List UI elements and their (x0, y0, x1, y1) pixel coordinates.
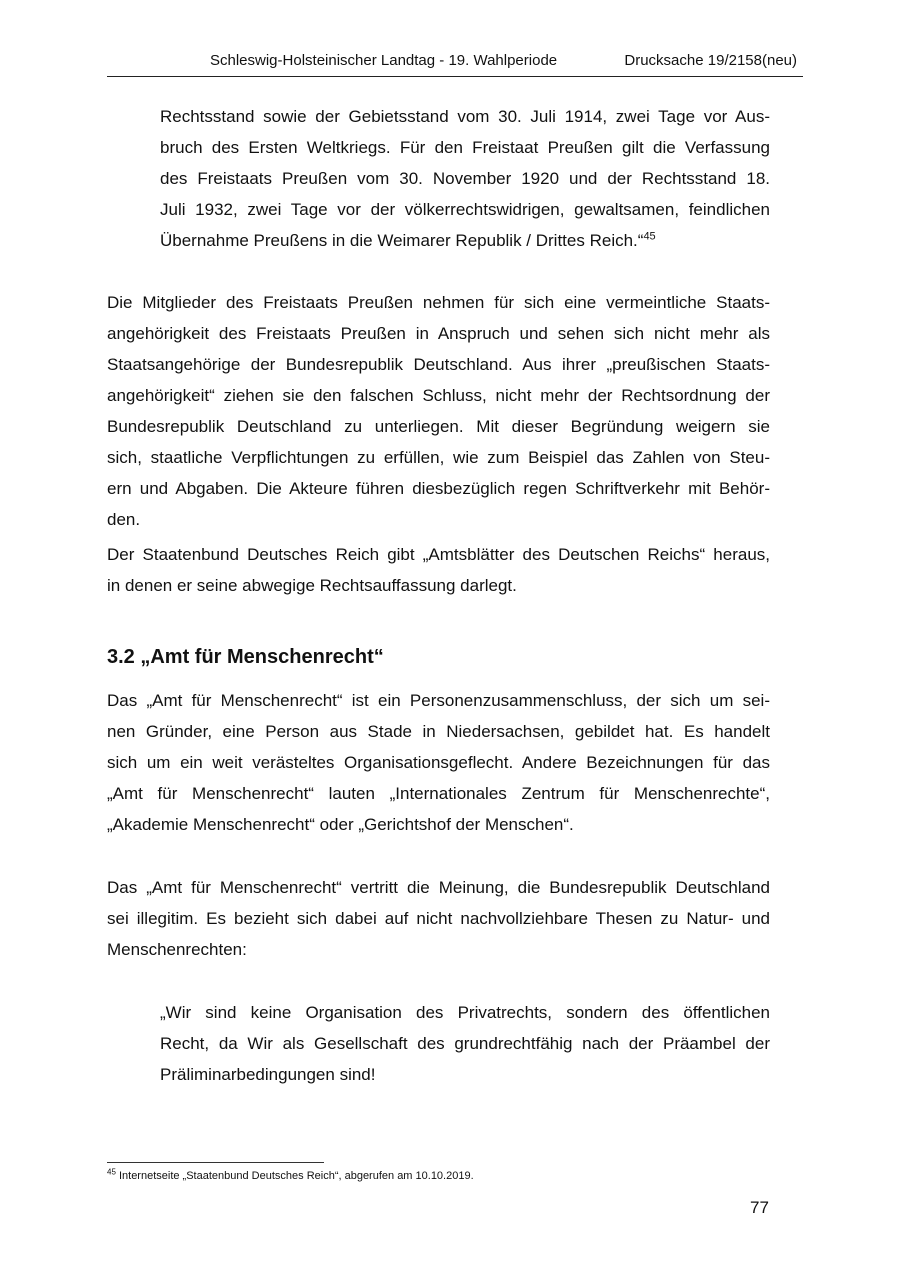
text-line: sei illegitim. Es bezieht sich dabei auf nicht nachvollziehbare Thesen zu Natur- und (107, 909, 770, 928)
page-number: 77 (750, 1198, 769, 1217)
paragraph-freistaat-preussen (107, 287, 770, 535)
footnote (107, 1167, 474, 1182)
text-line: bruch des Ersten Weltkriegs. Für den Freistaat Preußen gilt die Verfassung (160, 138, 770, 157)
text-line: Juli 1932, zwei Tage vor der völkerrechtswidrigen, gewaltsamen, feindlichen (160, 200, 770, 219)
text-line: „Wir sind keine Organisation des Privatrechts, sondern des öffentlichen (160, 1003, 770, 1022)
text-line: Das „Amt für Menschenrecht“ ist ein Personenzusammenschluss, der sich um sei- (107, 691, 770, 710)
text-line: nen Gründer, eine Person aus Stade in Niedersachsen, gebildet hat. Es handelt (107, 722, 770, 741)
text-line: Recht, da Wir als Gesellschaft des grundrechtfähig nach der Präambel der (160, 1034, 770, 1053)
text-line: „Akademie Menschenrecht“ oder „Gerichtshof der Menschen“. (107, 815, 574, 834)
block-quote-2 (160, 997, 770, 1090)
paragraph-amt-intro (107, 685, 770, 840)
block-quote-1 (160, 101, 770, 256)
section-heading: 3.2 „Amt für Menschenrecht“ (107, 646, 384, 668)
text-line: Menschenrechten: (107, 940, 247, 959)
text-line: Das „Amt für Menschenrecht“ vertritt die Meinung, die Bundesrepublik Deutschland (107, 878, 770, 897)
footnote-text: Internetseite „Staatenbund Deutsches Reich“, abgerufen am 10.10.2019. (115, 1170, 474, 1182)
text-line: Rechtsstand sowie der Gebietsstand vom 30. Juli 1914, zwei Tage vor Aus- (160, 107, 770, 126)
text-line: angehörigkeit“ ziehen sie den falschen Schluss, nicht mehr der Rechtsordnung der (107, 386, 770, 405)
text-line (160, 225, 770, 256)
paragraph-amt-meinung (107, 872, 770, 965)
text-line: Der Staatenbund Deutsches Reich gibt „Amtsblätter des Deutschen Reichs“ heraus, (107, 545, 770, 564)
page-header (107, 50, 803, 77)
footnote-reference: 45 (643, 230, 656, 243)
header-document-number: Drucksache 19/2158(neu) (624, 52, 797, 69)
text-line: in denen er seine abwegige Rechtsauffassung darlegt. (107, 576, 517, 595)
text-line: ern und Abgaben. Die Akteure führen diesbezüglich regen Schriftverkehr mit Behör- (107, 479, 770, 498)
footnote-number: 45 (107, 1167, 116, 1177)
text-line: Bundesrepublik Deutschland zu unterliegen. Mit dieser Begründung weigern sie (107, 417, 770, 436)
text-line: sich um ein weit verästeltes Organisationsgeflecht. Andere Bezeichnungen für das (107, 753, 770, 772)
text-line: Präliminarbedingungen sind! (160, 1065, 376, 1084)
paragraph-staatenbund (107, 539, 770, 601)
text-line: Die Mitglieder des Freistaats Preußen nehmen für sich eine vermeintliche Staats- (107, 293, 770, 312)
text-line: des Freistaats Preußen vom 30. November 1920 und der Rechtsstand 18. (160, 169, 770, 188)
text-line: sich, staatliche Verpflichtungen zu erfüllen, wie zum Beispiel das Zahlen von Steu- (107, 448, 770, 467)
text-line: den. (107, 510, 141, 529)
text-line: Staatsangehörige der Bundesrepublik Deutschland. Aus ihrer „preußischen Staats- (107, 355, 770, 374)
footnote-divider (107, 1162, 324, 1163)
header-title: Schleswig-Holsteinischer Landtag - 19. Wahlperiode (210, 52, 558, 69)
text-line: „Amt für Menschenrecht“ lauten „Internationales Zentrum für Menschenrechte“, (107, 784, 770, 803)
text-line-content: Übernahme Preußens in die Weimarer Republik / Drittes Reich.“ (160, 231, 644, 250)
text-line: angehörigkeit des Freistaats Preußen in Anspruch und sehen sich nicht mehr als (107, 324, 770, 343)
